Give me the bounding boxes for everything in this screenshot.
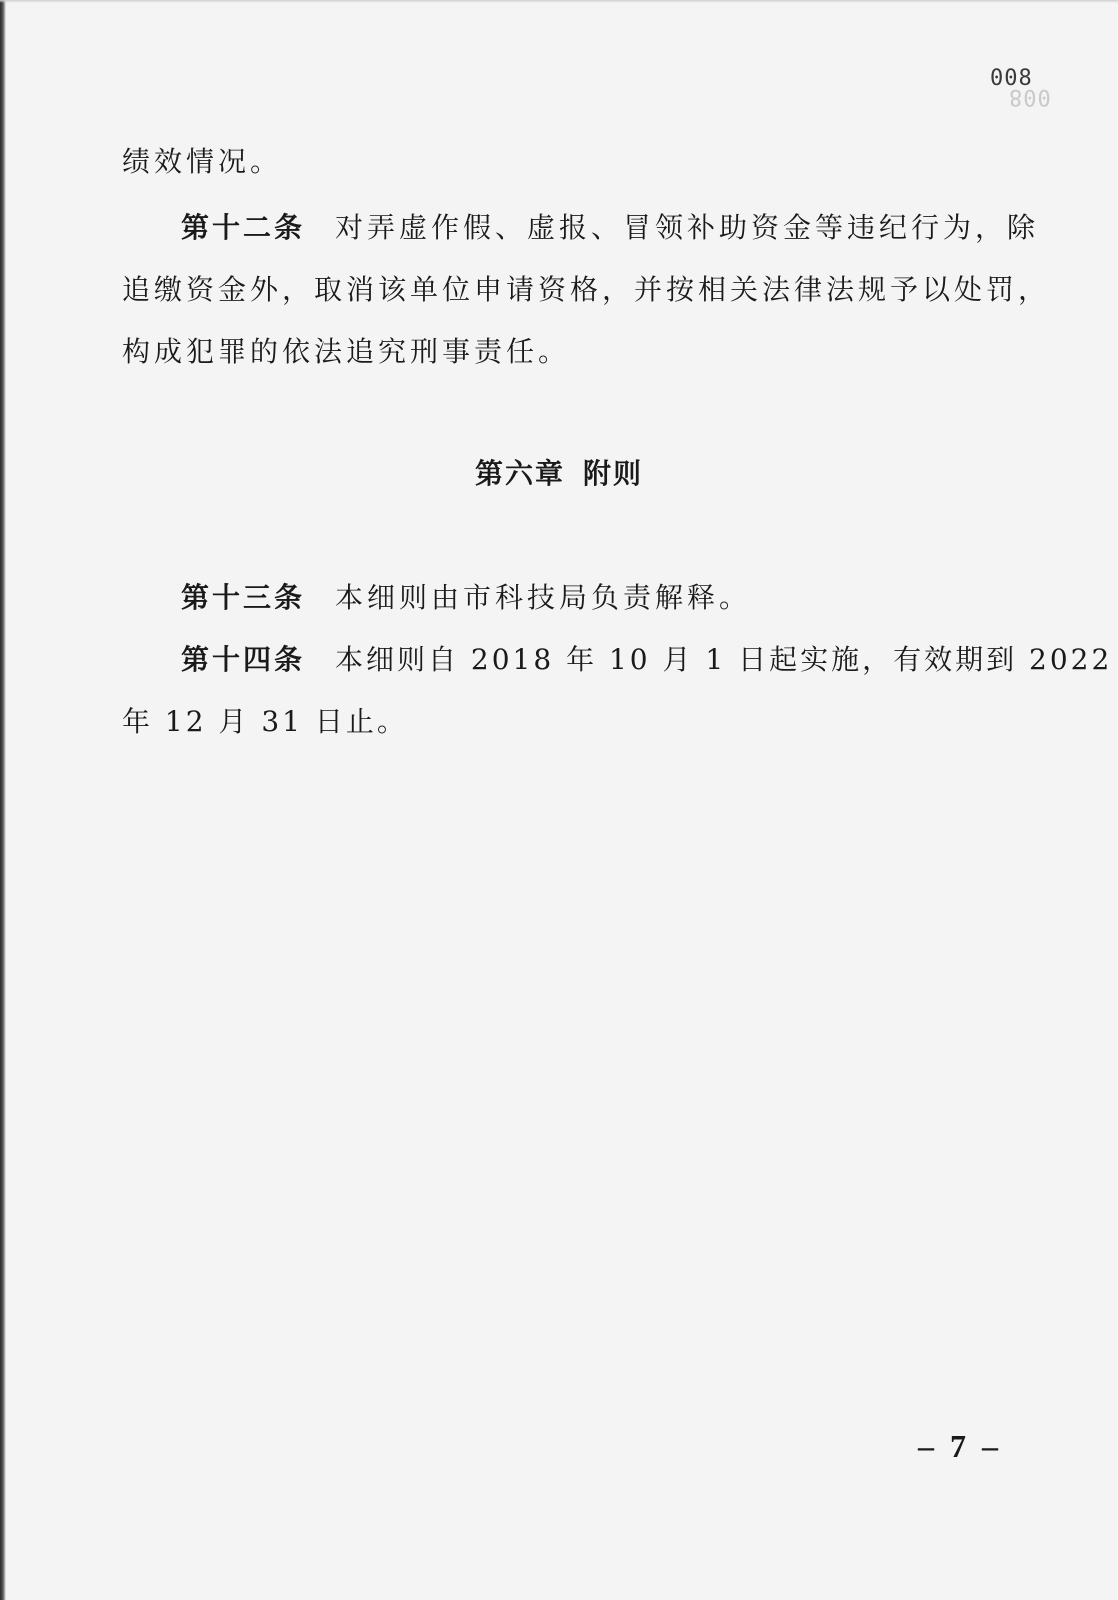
article-12-continuation: 绩效情况。 — [122, 145, 283, 178]
scan-top-edge — [0, 0, 1118, 3]
chapter-number: 第六章 — [474, 457, 565, 490]
article-14-label: 第十四条 — [181, 643, 306, 676]
article-12-text: 对弄虚作假、虚报、冒领补助资金等违纪行为，除 — [335, 211, 1040, 244]
article-12-line-3: 构成犯罪的依法追究刑事责任。 — [122, 335, 571, 368]
article-14-text: 本细则自 2018 年 10 月 1 日起实施，有效期到 2022 — [335, 643, 1113, 676]
chapter-title: 附则 — [583, 457, 644, 490]
article-14-line-2: 年 12 月 31 日止。 — [122, 705, 408, 738]
article-14-first-line — [181, 641, 1112, 679]
chapter-heading — [0, 455, 1118, 493]
archive-page-stamp: 008 — [990, 66, 1033, 91]
scan-left-edge — [0, 0, 6, 1600]
article-13-text: 本细则由市科技局负责解释。 — [335, 581, 752, 614]
article-12-label: 第十二条 — [181, 211, 306, 244]
article-12-first-line — [181, 209, 1039, 247]
page-number: – 7 – — [918, 1428, 1002, 1464]
archive-page-stamp-bleed: 008 — [1008, 84, 1051, 109]
article-12-line-2: 追缴资金外，取消该单位申请资格，并按相关法律法规予以处罚， — [122, 273, 1051, 306]
article-13 — [181, 579, 751, 617]
article-13-label: 第十三条 — [181, 581, 306, 614]
